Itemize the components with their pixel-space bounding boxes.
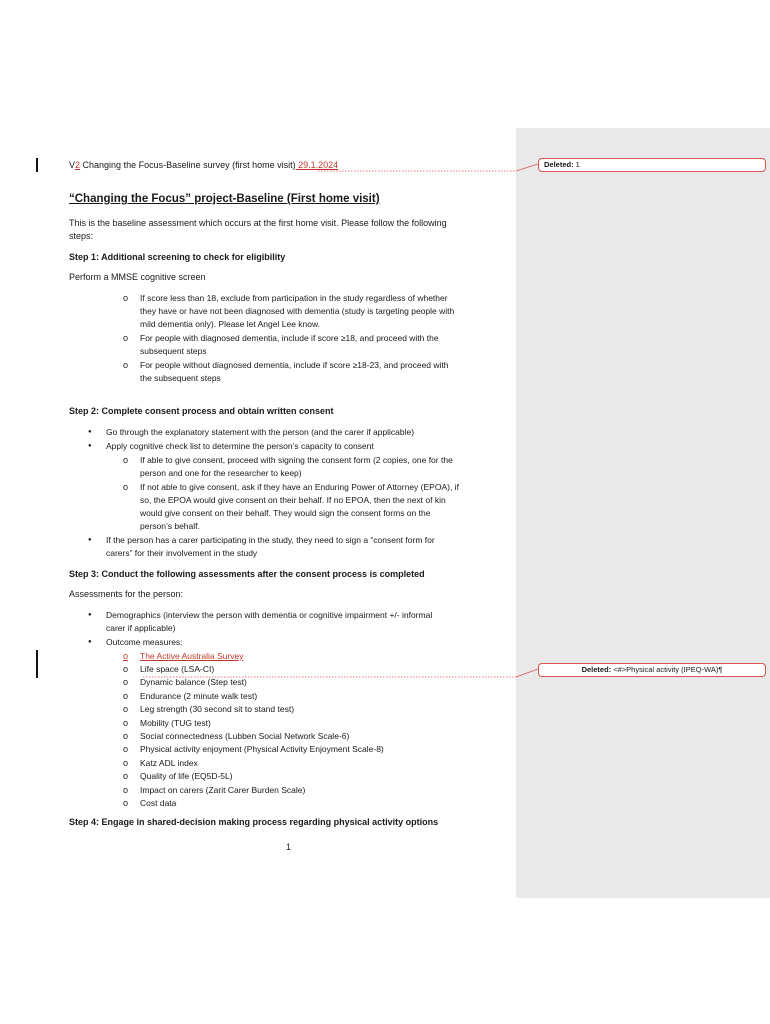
header-inserted-version: 2 — [75, 160, 81, 170]
sub-bullet-icon: o — [123, 798, 129, 808]
list-item: mild dementia only). Please let Angel Lee know. — [140, 319, 321, 329]
list-item: carer if applicable) — [106, 623, 176, 633]
sub-bullet-icon: o — [123, 731, 129, 741]
list-item: the subsequent steps — [140, 373, 221, 383]
header-text: Changing the Focus-Baseline survey (first home visit) — [80, 160, 296, 170]
list-item: they have or have not been diagnosed with dementia (study is targeting people with — [140, 306, 455, 316]
list-item: Cost data — [140, 798, 177, 808]
header-prefix: V — [69, 160, 76, 170]
list-item: subsequent steps — [140, 346, 207, 356]
list-item: Mobility (TUG test) — [140, 717, 211, 728]
sub-bullet-icon: o — [123, 482, 129, 492]
list-item: Quality of life (EQ5D-5L) — [140, 771, 233, 782]
list-item: Social connectedness (Lubben Social Network Scale-6) — [140, 731, 350, 741]
sub-bullet-icon: o — [123, 757, 129, 768]
list-item: If able to give consent, proceed with signing the consent form (2 copies, one for the — [140, 455, 453, 465]
list-item: person’s behalf. — [140, 521, 200, 531]
comment-text: 1 — [573, 160, 580, 169]
list-item: If score less than 18, exclude from participation in the study regardless of whether — [140, 293, 448, 303]
step3-subheading: Assessments for the person: — [69, 589, 184, 599]
intro-line-2: steps: — [69, 231, 94, 241]
list-item: Demographics (interview the person with dementia or cognitive impairment +/- informal — [106, 610, 433, 620]
comment-label: Deleted: — [581, 665, 612, 674]
sub-bullet-icon: o — [123, 744, 129, 755]
comment-label: Deleted: — [544, 160, 574, 169]
list-item: If the person has a carer participating in the study, they need to sign a “consent form for — [106, 535, 435, 545]
list-item: would give consent on their behalf. They would sign the consent forms on the — [140, 508, 431, 518]
list-item: Dynamic balance (Step test) — [140, 677, 247, 688]
sub-bullet-icon: o — [123, 333, 129, 343]
list-item: Outcome measures: — [106, 637, 183, 647]
list-item: person and one for the researcher to keep) — [140, 468, 302, 478]
comment-balloon-deleted-2[interactable] — [538, 663, 766, 677]
sub-bullet-icon: o — [123, 771, 129, 782]
list-item: Apply cognitive check list to determine the person’s capacity to consent — [106, 441, 374, 451]
list-item: so, the EPOA would give consent on their behalf. If no EPOA, then the next of kin — [140, 495, 446, 505]
list-item: Katz ADL index — [140, 757, 198, 768]
comment-text: <#>Physical activity (IPEQ-WA)¶ — [611, 665, 723, 674]
list-item: Endurance (2 minute walk test) — [140, 690, 258, 701]
list-item: For people with diagnosed dementia, include if score ≥18, and proceed with the — [140, 333, 439, 343]
list-item: If not able to give consent, ask if they have an Enduring Power of Attorney (EPOA), if — [140, 482, 459, 492]
sub-bullet-icon: o — [123, 690, 129, 701]
sub-bullet-icon: o — [123, 704, 129, 715]
step1-heading: Step 1: Additional screening to check for eligibility — [69, 252, 286, 262]
bullet-icon: ● — [88, 429, 92, 435]
list-item: carers” for their involvement in the study — [106, 548, 258, 558]
comment-balloon-deleted-1[interactable] — [538, 158, 766, 172]
step2-heading: Step 2: Complete consent process and obtain written consent — [69, 406, 334, 416]
intro-line-1: This is the baseline assessment which occurs at the first home visit. Please follow the following — [69, 218, 447, 228]
sub-bullet-icon: o — [123, 360, 129, 370]
bullet-icon: ● — [88, 639, 92, 645]
sub-bullet-icon: o — [123, 293, 129, 303]
header-inserted-date: 29.1.2024 — [295, 160, 339, 170]
bullet-icon: ● — [88, 537, 92, 543]
step3-heading: Step 3: Conduct the following assessments after the consent process is completed — [69, 569, 425, 579]
sub-bullet-icon: o — [123, 651, 129, 661]
list-item: Physical activity enjoyment (Physical Activity Enjoyment Scale-8) — [140, 744, 384, 755]
sub-bullet-icon: o — [123, 677, 129, 688]
sub-bullet-icon: o — [123, 455, 129, 465]
step1-subheading: Perform a MMSE cognitive screen — [69, 272, 206, 282]
list-item: Impact on carers (Zarit Carer Burden Scale) — [140, 784, 306, 795]
inserted-list-item: The Active Australia Survey — [140, 651, 244, 661]
step4-heading: Step 4: Engage in shared-decision making process regarding physical activity options — [69, 817, 439, 827]
bullet-icon: ● — [88, 612, 92, 618]
sub-bullet-icon: o — [123, 717, 129, 728]
list-item: Leg strength (30 second sit to stand test) — [140, 704, 295, 715]
list-item: Go through the explanatory statement with the person (and the carer if applicable) — [106, 427, 415, 437]
list-item: For people without diagnosed dementia, include if score ≥18-23, and proceed with — [140, 360, 449, 370]
list-item: Life space (LSA-CI) — [140, 664, 215, 674]
bullet-icon: ● — [88, 443, 92, 449]
sub-bullet-icon: o — [123, 664, 129, 674]
page-number: 1 — [286, 842, 292, 852]
page-title: “Changing the Focus” project-Baseline (First home visit) — [69, 193, 380, 205]
sub-bullet-icon: o — [123, 784, 129, 795]
